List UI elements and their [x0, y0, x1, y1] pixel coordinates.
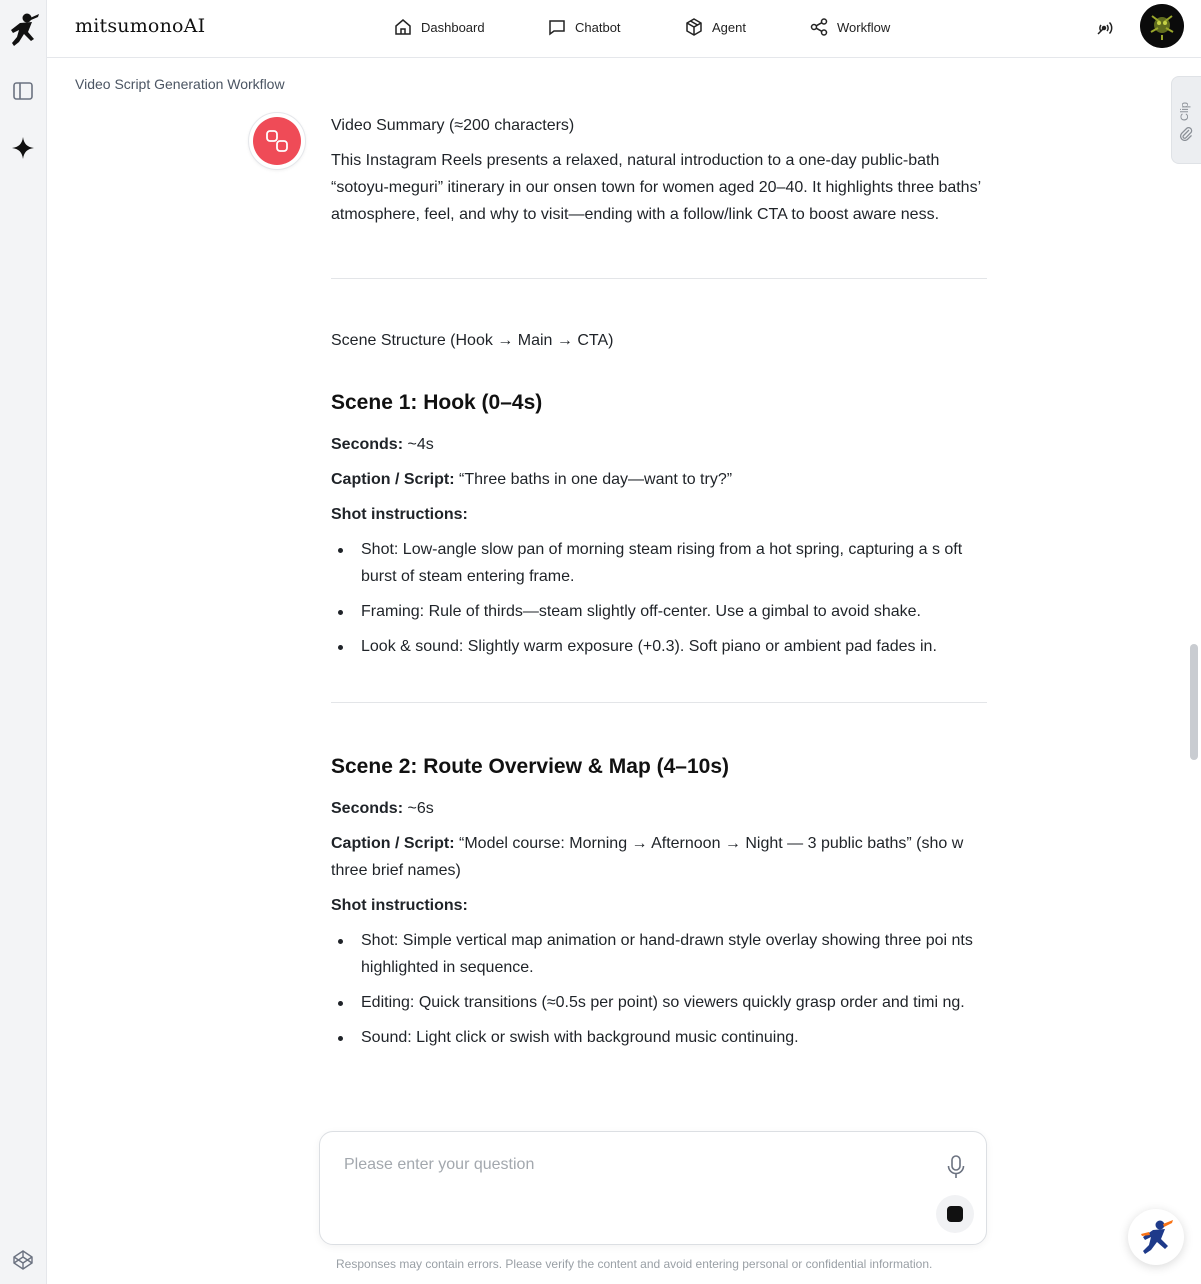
share-nodes-icon	[809, 17, 829, 37]
scene-2-caption	[331, 830, 987, 884]
structure-title: Scene Structure (Hook → Main → CTA)	[331, 332, 614, 349]
scene-1-shot-list	[331, 536, 987, 660]
scene-1-shot-label: Shot instructions:	[331, 506, 468, 523]
list-item: Editing: Quick transitions (≈0.5s per point) so viewers quickly grasp order and timi ng.	[331, 989, 987, 1016]
divider	[331, 278, 987, 279]
summary-title: Video Summary (≈200 characters)	[331, 117, 575, 134]
workflow-bot-avatar	[248, 112, 306, 170]
list-item: Framing: Rule of thirds—steam slightly off-center. Use a gimbal to avoid shake.	[331, 598, 987, 625]
list-item: Sound: Light click or swish with background music continuing.	[331, 1024, 987, 1051]
chat-icon	[547, 17, 567, 37]
nav-chatbot-label: Chatbot	[575, 19, 621, 35]
caption-value: “Model course: Morning → Afternoon → Night — 3 public baths” (sho w three brief names)	[331, 835, 964, 879]
seconds-label: Seconds:	[331, 800, 404, 817]
microphone-icon[interactable]	[945, 1154, 967, 1185]
clip-tab[interactable]	[1171, 76, 1201, 164]
nav-dashboard[interactable]	[393, 16, 485, 38]
caption-label: Caption / Script:	[331, 835, 455, 852]
list-item: Shot: Low-angle slow pan of morning steam rising from a hot spring, capturing a s oft burst of steam entering frame.	[331, 536, 987, 590]
scene-1-heading: Scene 1: Hook (0–4s)	[331, 391, 543, 414]
seconds-label: Seconds:	[331, 436, 404, 453]
scrollbar-thumb[interactable]	[1190, 644, 1198, 760]
paperclip-icon	[1178, 125, 1194, 146]
breadcrumb: Video Script Generation Workflow	[75, 76, 285, 92]
stop-icon	[947, 1206, 963, 1222]
question-input[interactable]: Please enter your question	[344, 1156, 535, 1173]
top-header	[47, 0, 1201, 58]
nav-agent[interactable]	[684, 16, 746, 38]
seconds-value: ~4s	[407, 436, 434, 453]
question-composer[interactable]	[319, 1131, 987, 1245]
scene-2-heading: Scene 2: Route Overview & Map (4–10s)	[331, 755, 729, 778]
scene-1-caption	[331, 466, 987, 493]
clip-tab-label: Clip	[1179, 102, 1191, 121]
seconds-value: ~6s	[407, 800, 434, 817]
caption-value: “Three baths in one day—want to try?”	[459, 471, 733, 488]
divider	[331, 702, 987, 703]
scene-2-shot-list	[331, 927, 987, 1051]
summary-text: This Instagram Reels presents a relaxed, natural introduction to a one-day public-bath “sotoyu-meguri” itinerary in our onsen town for women aged 20–40. It highlights three baths’ atmosphere, feel, and why to visit—ending with a follow/link CTA to boost aware ness.	[331, 152, 981, 223]
nav-workflow-label: Workflow	[837, 19, 891, 35]
stop-button[interactable]	[936, 1195, 974, 1233]
ninja-helper-button[interactable]	[1128, 1209, 1184, 1265]
sparkle-icon[interactable]	[10, 135, 36, 161]
nav-agent-label: Agent	[712, 19, 746, 35]
nav-chatbot[interactable]	[547, 16, 621, 38]
scene-1-seconds	[331, 431, 987, 458]
broadcast-icon[interactable]	[1090, 14, 1118, 42]
disclaimer: Responses may contain errors. Please verify the content and avoid entering personal or confidential information.	[336, 1257, 933, 1271]
workflow-nodes-icon	[253, 117, 301, 165]
codepen-icon[interactable]	[10, 1247, 36, 1273]
cube-icon	[684, 17, 704, 37]
scene-2-seconds	[331, 795, 987, 822]
list-item: Shot: Simple vertical map animation or hand-drawn style overlay showing three poi nts highlighted in sequence.	[331, 927, 987, 981]
left-rail	[0, 0, 47, 1284]
nav-dashboard-label: Dashboard	[421, 19, 485, 35]
user-avatar[interactable]	[1140, 4, 1184, 48]
scene-2-shot-label: Shot instructions:	[331, 897, 468, 914]
home-icon	[393, 17, 413, 37]
toggle-sidebar-icon[interactable]	[10, 78, 36, 104]
assistant-message	[331, 112, 987, 1059]
app-brand[interactable]: mitsumonoAI	[75, 15, 206, 37]
list-item: Look & sound: Slightly warm exposure (+0.3). Soft piano or ambient pad fades in.	[331, 633, 987, 660]
ninja-logo-icon[interactable]	[6, 12, 40, 50]
caption-label: Caption / Script:	[331, 471, 455, 488]
nav-workflow[interactable]	[809, 16, 890, 38]
